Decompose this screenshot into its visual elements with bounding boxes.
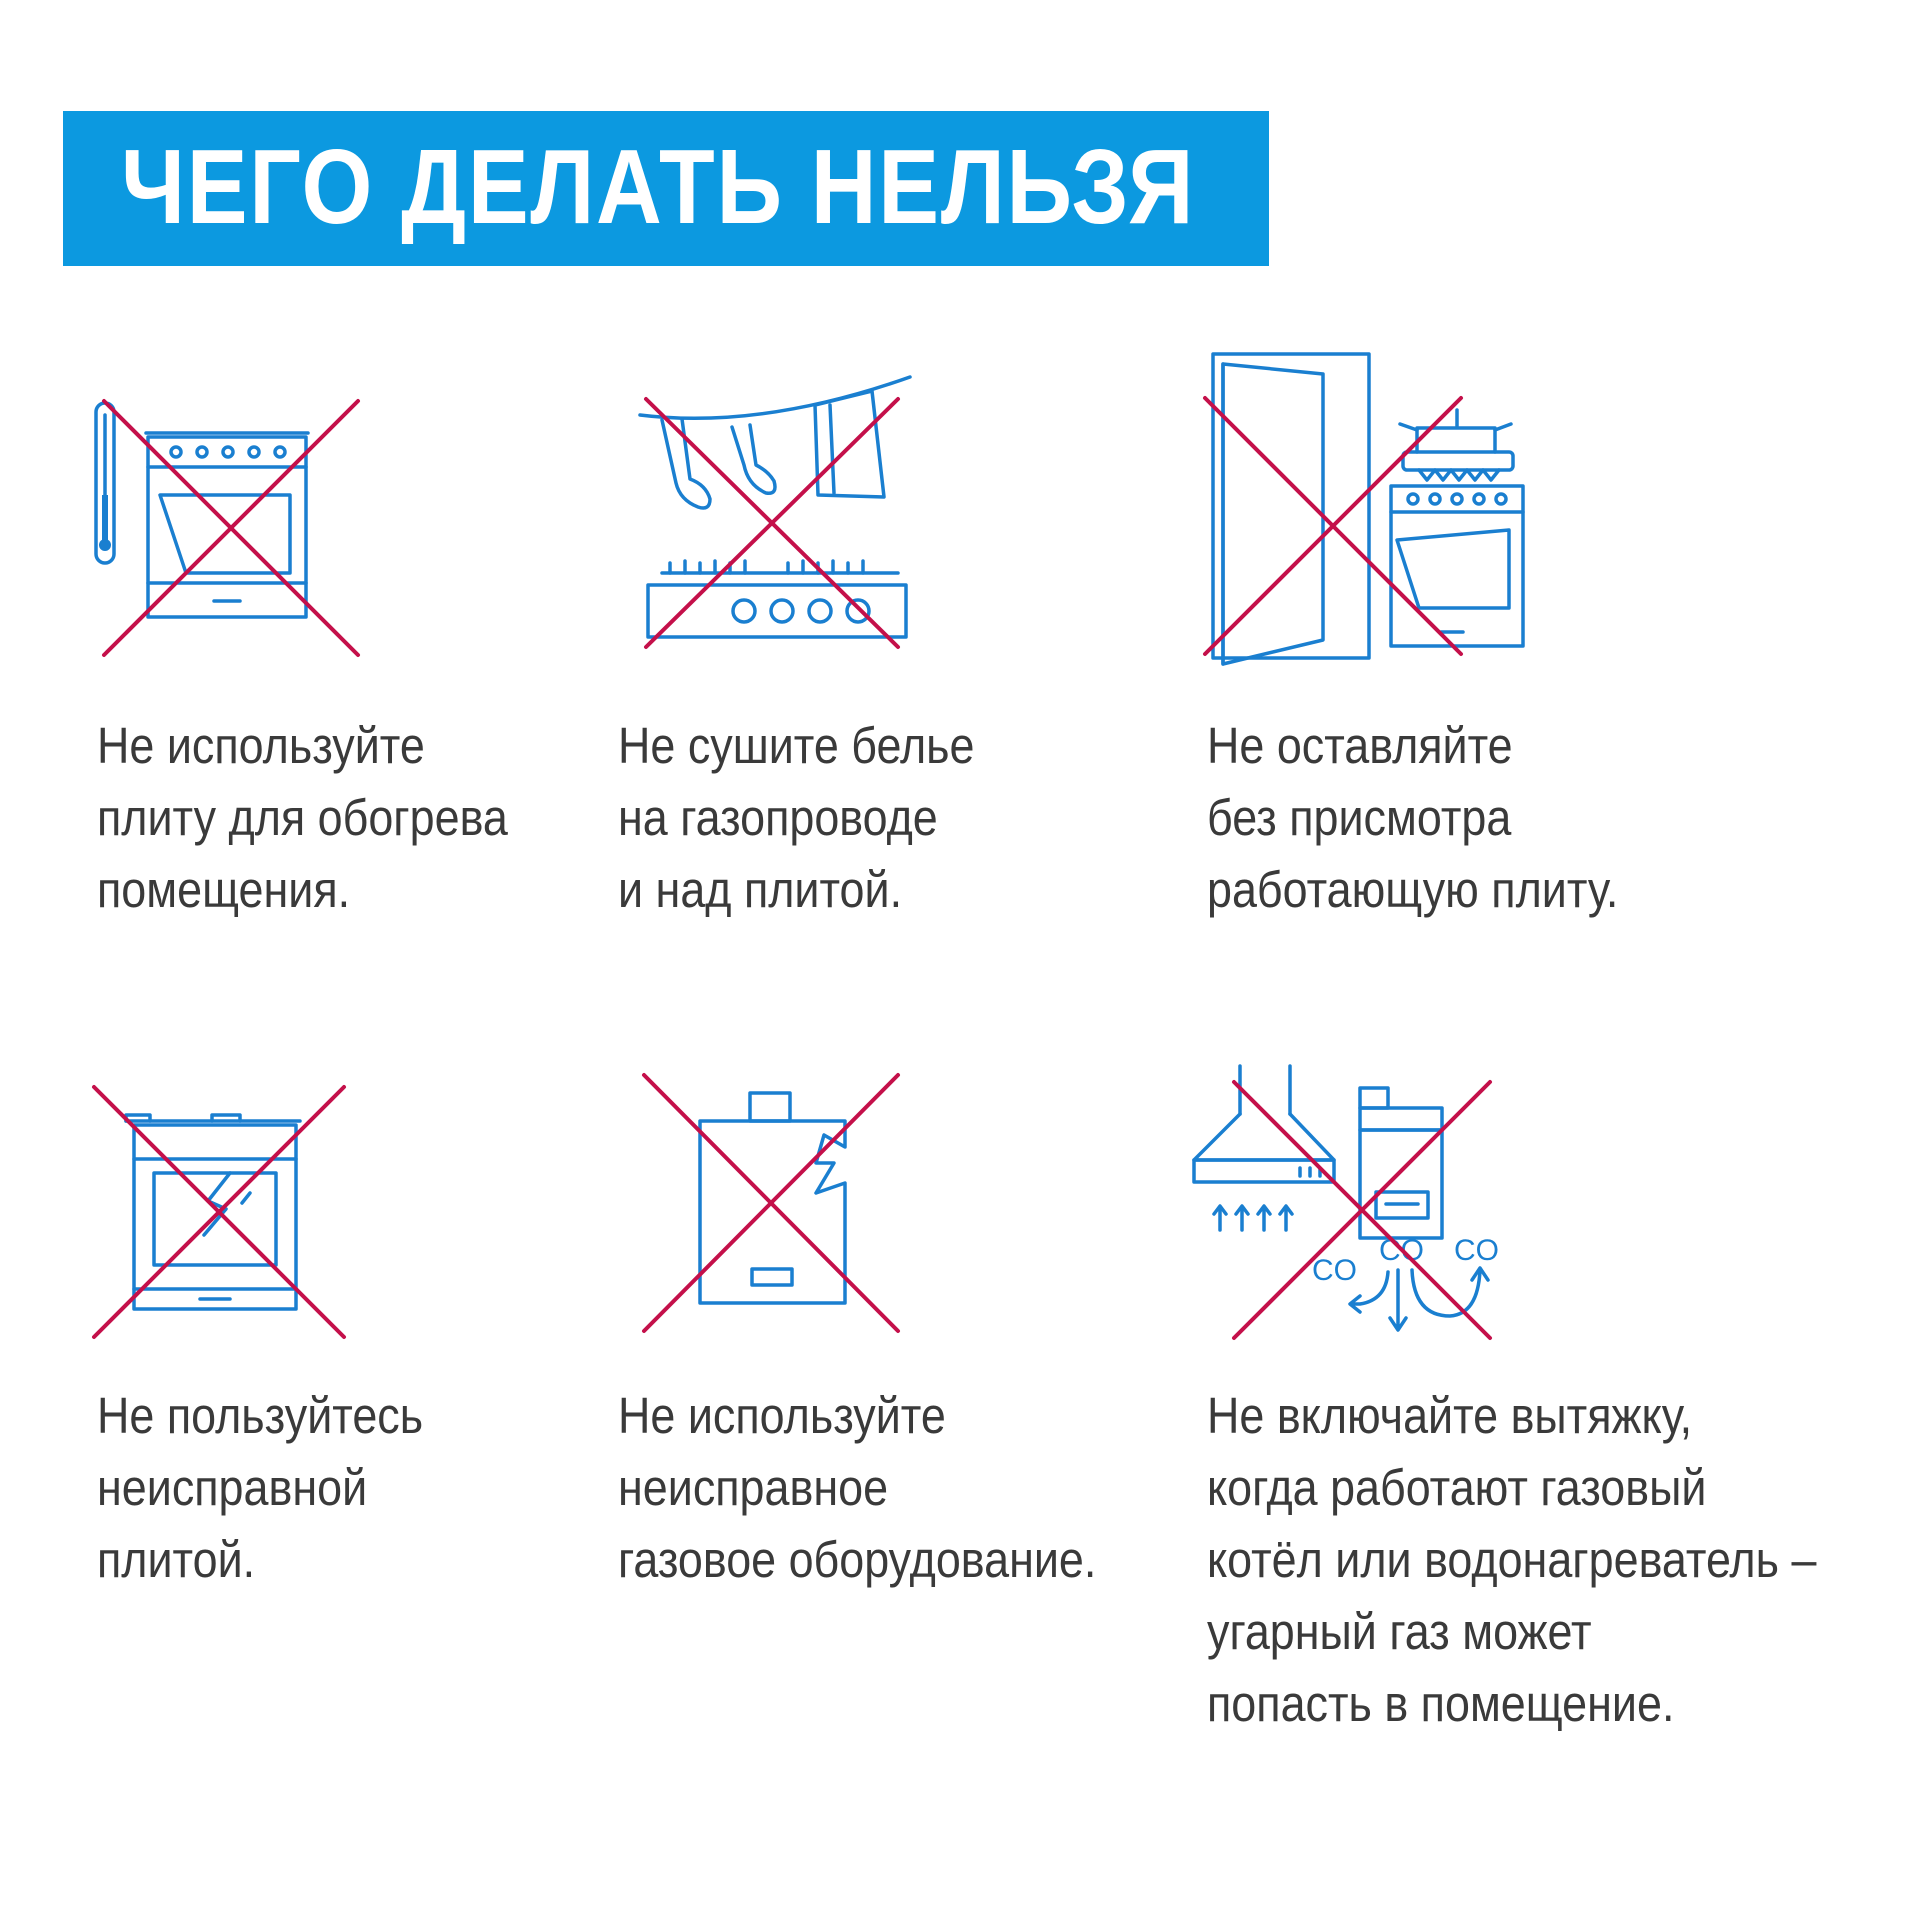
title-banner [63,111,1269,266]
caption-line: Не используйте [97,717,425,774]
co-label: CO [1454,1234,1499,1267]
broken-stove-icon [90,1075,360,1345]
caption-line: Не оставляйте [1207,717,1513,774]
caption-line: и над плитой. [618,861,903,918]
stove-with-thermometer-icon [90,395,370,675]
caption-line: работающую плиту. [1207,861,1619,918]
open-door-and-working-stove-icon [1195,350,1525,675]
broken-gas-boiler-icon [640,1065,910,1340]
co-label: CO [1312,1254,1357,1287]
hood-and-water-heater-co-icon [1190,1060,1510,1350]
caption-line: на газопроводе [618,789,938,846]
caption-line: Не пользуйтесь [97,1387,424,1444]
laundry-over-gas-hob-icon [640,375,920,665]
caption-line: Не включайте вытяжку, [1207,1387,1693,1444]
caption-line: когда работают газовый [1207,1459,1707,1516]
caption-line: без присмотра [1207,789,1512,846]
caption-line: помещения. [97,861,351,918]
caption-line: неисправной [97,1459,368,1516]
caption-line: плиту для обогрева [97,789,508,846]
caption-line: угарный газ может [1207,1603,1592,1660]
page-title: ЧЕГО ДЕЛАТЬ НЕЛЬЗЯ [121,128,1196,246]
caption-line: плитой. [97,1531,256,1588]
caption-line: Не сушите белье [618,717,975,774]
caption-line: неисправное [618,1459,889,1516]
caption-line: Не используйте [618,1387,946,1444]
caption-line: попасть в помещение. [1207,1675,1675,1732]
caption-line: газовое оборудование. [618,1531,1097,1588]
co-label: CO [1379,1234,1424,1267]
caption-line: котёл или водонагреватель – [1207,1531,1817,1588]
